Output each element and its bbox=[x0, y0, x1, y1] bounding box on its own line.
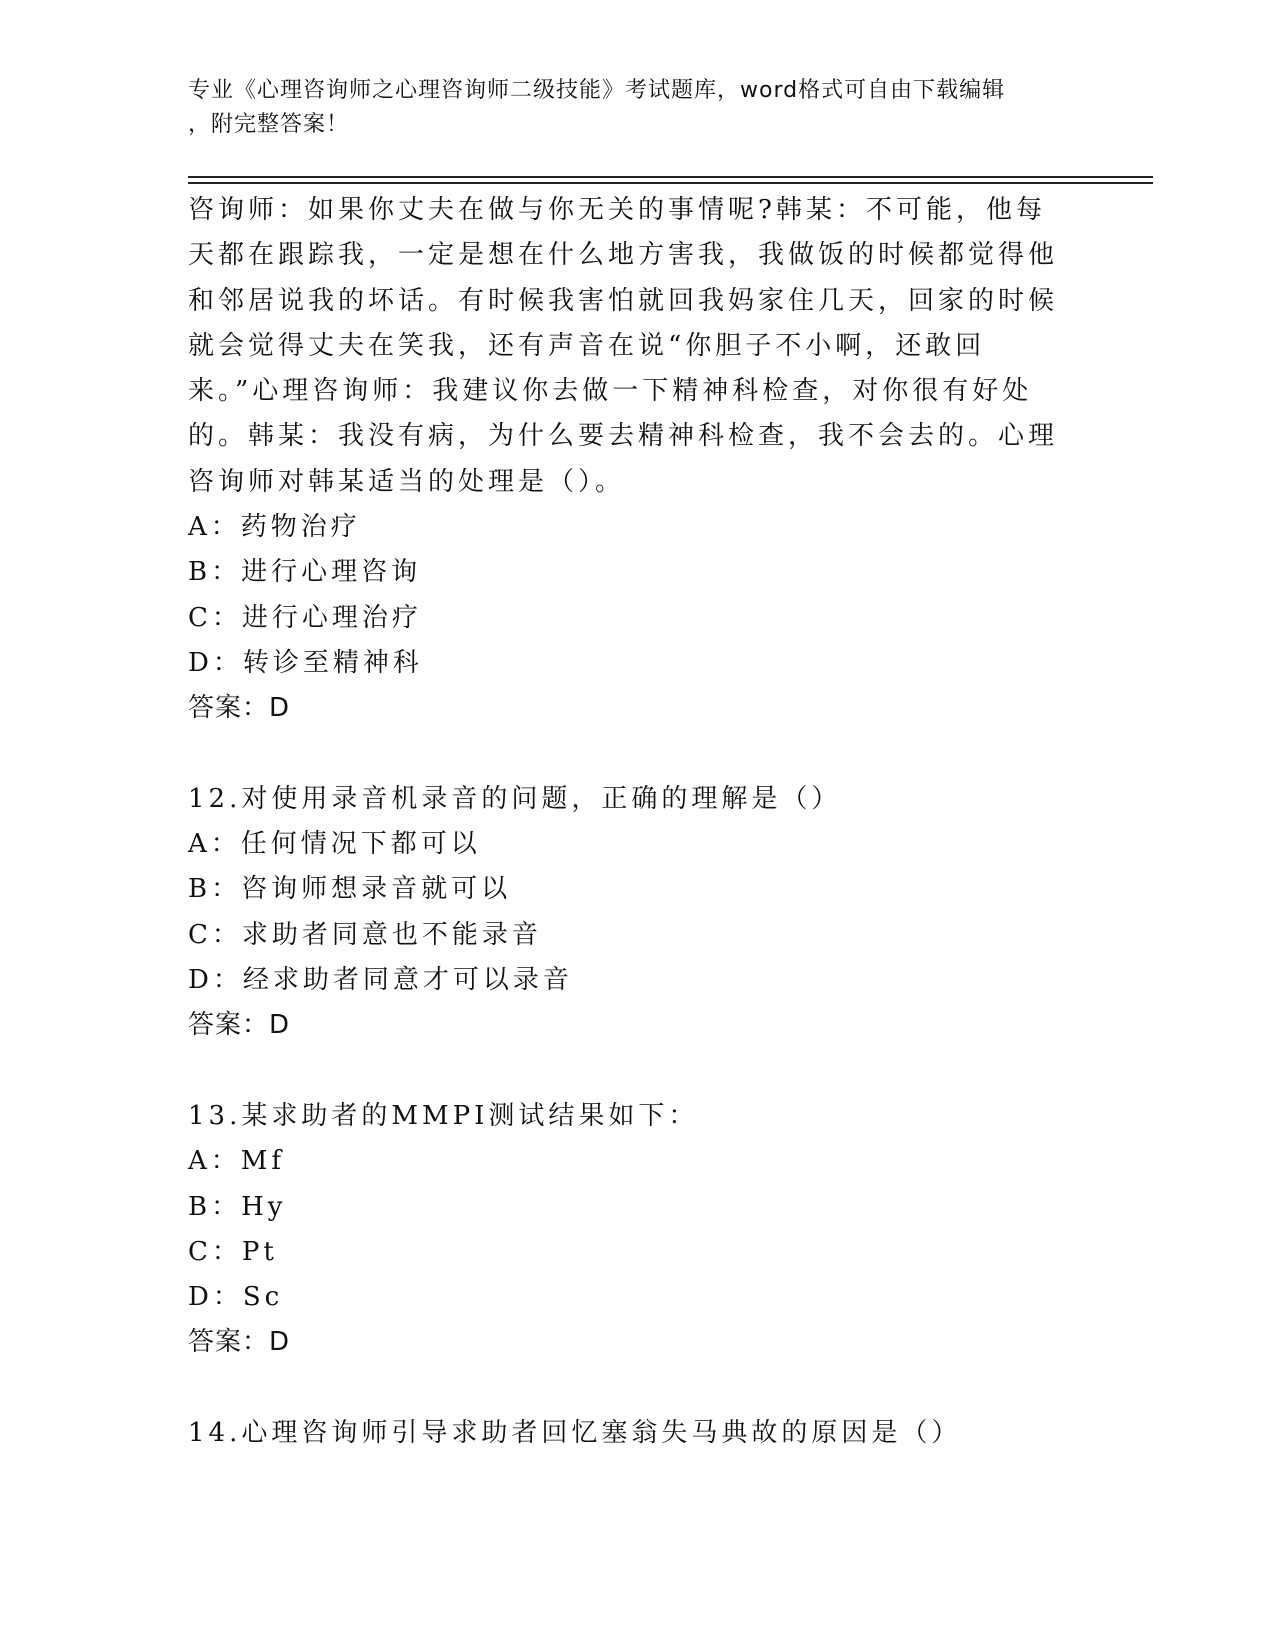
question-12 bbox=[188, 777, 1068, 1049]
question-13 bbox=[188, 1094, 1068, 1366]
question-12-stem: 12.对使用录音机录音的问题，正确的理解是（） bbox=[188, 783, 842, 814]
question-12-option-c: C：求助者同意也不能录音 bbox=[188, 919, 542, 950]
question-14-stem: 14.心理咨询师引导求助者回忆塞翁失马典故的原因是（） bbox=[188, 1418, 962, 1449]
question-11-option-d: D：转诊至精神科 bbox=[188, 647, 423, 678]
question-13-option-d: D：Sc bbox=[188, 1282, 284, 1313]
question-12-option-d: D：经求助者同意才可以录音 bbox=[188, 965, 573, 996]
question-11-option-a: A：药物治疗 bbox=[188, 512, 361, 543]
question-12-option-a: A：任何情况下都可以 bbox=[188, 829, 481, 860]
header-divider-bottom bbox=[188, 182, 1153, 184]
question-13-stem: 13.某求助者的MMPI测试结果如下： bbox=[188, 1100, 699, 1131]
question-content bbox=[188, 188, 1068, 1456]
question-12-answer: 答案：D bbox=[188, 1010, 291, 1041]
question-11-answer: 答案：D bbox=[188, 693, 291, 724]
header-title-line2: ，附完整答案！ bbox=[188, 112, 350, 137]
question-13-option-b: B：Hy bbox=[188, 1191, 287, 1222]
header-divider-top bbox=[188, 176, 1153, 178]
question-14 bbox=[188, 1411, 1068, 1456]
question-11-stem: 咨询师：如果你丈夫在做与你无关的事情呢?韩某：不可能，他每天都在跟踪我，一定是想在什么地方害我，我做饭的时候都觉得他和邻居说我的坏话。有时候我害怕就回我妈家住几天，回家的时候就会觉得丈夫在笑我，还有声音在说“你胆子不小啊，还敢回来。”心理咨询师：我建议你去做一下精神科检查，对你很有好处的。韩某：我没有病，为什么要去精神科检查，我不会去的。心理咨询师对韩某适当的处理是（）。 bbox=[188, 195, 1059, 497]
question-13-answer: 答案：D bbox=[188, 1327, 291, 1358]
question-13-option-c: C：Pt bbox=[188, 1236, 278, 1267]
spacer bbox=[188, 1366, 1068, 1411]
question-11-option-b: B：进行心理咨询 bbox=[188, 557, 422, 588]
document-header bbox=[188, 74, 1068, 142]
spacer bbox=[188, 1049, 1068, 1094]
question-13-option-a: A：Mf bbox=[188, 1146, 286, 1177]
question-12-option-b: B：咨询师想录音就可以 bbox=[188, 874, 512, 905]
question-11 bbox=[188, 188, 1068, 732]
question-11-option-c: C：进行心理治疗 bbox=[188, 602, 422, 633]
header-title-line1: 专业《心理咨询师之心理咨询师二级技能》考试题库，word格式可自由下载编辑 bbox=[188, 78, 1006, 103]
spacer bbox=[188, 732, 1068, 777]
